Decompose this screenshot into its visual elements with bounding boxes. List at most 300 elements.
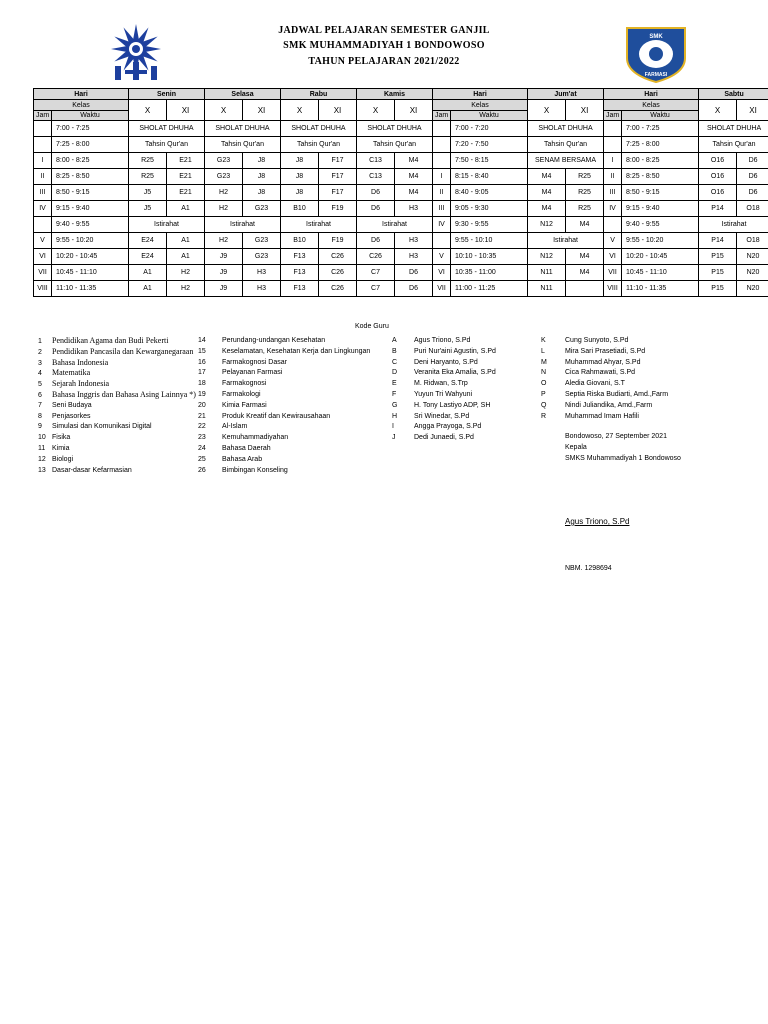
list-item <box>392 358 496 369</box>
class-cell: M4 <box>395 169 433 185</box>
list-item-label: Biologi <box>52 455 74 463</box>
activity-cell: SHOLAT DHUHA <box>699 121 768 137</box>
jam-cell <box>433 153 451 169</box>
class-cell: F19 <box>319 233 357 249</box>
list-item <box>198 455 370 466</box>
list-item-label: Matematika <box>52 368 91 378</box>
list-item-label: Sri Winedar, S.Pd <box>414 412 470 420</box>
list-item-key: 16 <box>198 358 206 366</box>
class-cell: D6 <box>357 185 395 201</box>
list-item-label: Cica Rahmawati, S.Pd <box>565 369 636 377</box>
time-cell: 9:05 - 9:30 <box>451 201 528 217</box>
jam-cell <box>34 137 52 153</box>
list-item <box>198 433 370 444</box>
list-item-label: Mira Sari Prasetiadi, S.Pd <box>565 347 646 355</box>
jam-cell: II <box>433 185 451 201</box>
waktu-header: Waktu <box>52 111 129 121</box>
jam-cell: III <box>433 201 451 217</box>
list-item <box>198 412 370 423</box>
list-item-key: A <box>392 337 397 344</box>
activity-cell: Tahsin Qur'an <box>528 137 604 153</box>
time-cell: 8:50 - 9:15 <box>52 185 129 201</box>
list-item <box>38 390 196 401</box>
kelas-header: Kelas <box>34 100 129 111</box>
list-item-key: 9 <box>38 423 42 431</box>
list-item <box>392 347 496 358</box>
class-cell: O18 <box>737 233 768 249</box>
jam-cell <box>433 233 451 249</box>
list-item <box>198 390 370 401</box>
class-cell: C26 <box>319 281 357 297</box>
list-item-key: P <box>541 390 546 398</box>
class-cell: J8 <box>281 153 319 169</box>
class-cell: F17 <box>319 169 357 185</box>
waktu-header: Waktu <box>451 111 528 121</box>
class-cell: H2 <box>205 185 243 201</box>
class-cell: C13 <box>357 153 395 169</box>
list-item <box>541 368 668 379</box>
list-item-label: Aledia Giovani, S.T <box>565 380 625 388</box>
time-cell: 8:15 - 8:40 <box>451 169 528 185</box>
list-item <box>392 412 496 423</box>
class-cell: A1 <box>167 249 205 265</box>
list-item-key: 17 <box>198 369 206 377</box>
table-row <box>34 249 768 265</box>
class-cell: D6 <box>395 265 433 281</box>
signature-nbm: NBM. 1298694 <box>565 565 612 572</box>
activity-cell: SENAM BERSAMA <box>528 153 604 169</box>
class-cell: A1 <box>129 265 167 281</box>
list-item-key: L <box>541 347 545 355</box>
day-header-row <box>34 89 768 100</box>
class-cell: D6 <box>395 281 433 297</box>
class-cell: F17 <box>319 185 357 201</box>
class-cell: N20 <box>737 265 768 281</box>
list-item-label: Simulasi dan Komunikasi Digital <box>52 423 152 431</box>
activity-cell: Tahsin Qur'an <box>699 137 768 153</box>
class-cell: R25 <box>566 201 604 217</box>
class-cell: D6 <box>737 185 768 201</box>
list-item-key: 14 <box>198 337 206 344</box>
list-item <box>198 401 370 412</box>
time-cell: 9:40 - 9:55 <box>622 217 699 233</box>
teacher-code-list-2 <box>541 336 668 422</box>
jam-cell: VIII <box>34 281 52 297</box>
jam-cell: VIII <box>604 281 622 297</box>
time-cell: 9:15 - 9:40 <box>52 201 129 217</box>
list-item-key: I <box>392 423 394 431</box>
signature-name: Agus Triono, S.Pd <box>565 517 630 526</box>
class-cell: H3 <box>395 201 433 217</box>
activity-cell: Istirahat <box>357 217 433 233</box>
table-row <box>34 121 768 137</box>
list-item-key: K <box>541 337 546 344</box>
list-item-key: G <box>392 401 398 409</box>
list-item <box>541 358 668 369</box>
list-item-key: 13 <box>38 466 46 474</box>
class-cell: P15 <box>699 249 737 265</box>
list-item <box>38 401 196 412</box>
list-item <box>541 390 668 401</box>
list-item <box>392 390 496 401</box>
activity-cell: Istirahat <box>281 217 357 233</box>
class-cell: H2 <box>205 201 243 217</box>
list-item-label: Keselamatan, Kesehatan Kerja dan Lingkungan <box>222 347 371 355</box>
class-cell: J9 <box>205 281 243 297</box>
list-item-label: Seni Budaya <box>52 401 92 409</box>
time-cell: 10:45 - 11:10 <box>622 265 699 281</box>
activity-cell: SHOLAT DHUHA <box>357 121 433 137</box>
list-item-label: Pelayanan Farmasi <box>222 369 283 377</box>
class-cell: A1 <box>167 201 205 217</box>
class-cell: F13 <box>281 265 319 281</box>
jam-cell: IV <box>433 217 451 233</box>
time-cell: 11:00 - 11:25 <box>451 281 528 297</box>
class-cell: M4 <box>528 185 566 201</box>
class-cell: H3 <box>395 249 433 265</box>
class-cell: M4 <box>566 265 604 281</box>
list-item-key: 3 <box>38 359 42 367</box>
jam-cell <box>433 121 451 137</box>
class-x-header: X <box>205 100 243 121</box>
class-cell: E24 <box>129 233 167 249</box>
list-item <box>38 422 196 433</box>
list-item-label: Pendidikan Pancasila dan Kewarganegaraan <box>52 346 194 356</box>
class-cell: C13 <box>357 169 395 185</box>
activity-cell: SHOLAT DHUHA <box>205 121 281 137</box>
list-item-key: 12 <box>38 455 46 463</box>
list-item-label: Al-Islam <box>222 423 248 431</box>
list-item-key: F <box>392 390 397 398</box>
activity-cell: Istirahat <box>205 217 281 233</box>
table-row <box>34 217 768 233</box>
jam-cell: I <box>604 153 622 169</box>
list-item-label: Muhammad Ahyar, S.Pd <box>565 358 641 366</box>
jam-cell <box>604 217 622 233</box>
list-item-key: E <box>392 380 397 388</box>
list-item <box>198 422 370 433</box>
day-header: Senin <box>129 89 205 100</box>
logo-text-top: SMK <box>649 34 663 40</box>
jam-header: Jam <box>34 111 52 121</box>
table-row <box>34 233 768 249</box>
class-cell: M4 <box>528 169 566 185</box>
class-cell: N12 <box>528 217 566 233</box>
class-cell: J8 <box>243 169 281 185</box>
class-cell: A1 <box>167 233 205 249</box>
class-xi-header: XI <box>395 100 433 121</box>
class-cell: P14 <box>699 233 737 249</box>
list-item-label: Deni Haryanto, S.Pd <box>414 358 478 366</box>
class-cell: H3 <box>395 233 433 249</box>
time-cell: 10:20 - 10:45 <box>622 249 699 265</box>
list-item <box>392 422 496 433</box>
list-item-label: Fisika <box>52 434 71 442</box>
class-cell: H2 <box>205 233 243 249</box>
list-item-label: Veranita Eka Amalia, S.Pd <box>414 369 496 377</box>
kode-guru-title: Kode Guru <box>355 323 389 330</box>
jam-cell: II <box>34 169 52 185</box>
list-item-key: 4 <box>38 370 42 378</box>
time-cell: 9:30 - 9:55 <box>451 217 528 233</box>
class-cell: C26 <box>319 265 357 281</box>
class-cell: F17 <box>319 153 357 169</box>
list-item-key: 21 <box>198 412 206 420</box>
list-item-key: B <box>392 347 397 355</box>
time-cell: 8:25 - 8:50 <box>52 169 129 185</box>
jam-header: Jam <box>433 111 451 121</box>
signature-block <box>565 433 681 465</box>
jam-cell: VI <box>34 249 52 265</box>
list-item-key: 18 <box>198 380 206 388</box>
class-x-header: X <box>528 100 566 121</box>
list-item-label: Bimbingan Konseling <box>222 466 288 474</box>
list-item-label: Kimia Farmasi <box>222 401 267 409</box>
time-cell: 9:15 - 9:40 <box>622 201 699 217</box>
class-x-header: X <box>129 100 167 121</box>
class-x-header: X <box>699 100 737 121</box>
list-item <box>392 433 496 444</box>
list-item <box>198 368 370 379</box>
class-cell: H2 <box>167 281 205 297</box>
time-cell: 7:25 - 8:00 <box>622 137 699 153</box>
time-cell: 8:00 - 8:25 <box>52 153 129 169</box>
list-item <box>392 336 496 347</box>
day-header: Jum'at <box>528 89 604 100</box>
signature-position: Kepala <box>565 443 587 451</box>
time-cell: 8:00 - 8:25 <box>622 153 699 169</box>
class-cell: C7 <box>357 281 395 297</box>
hari-header: Hari <box>34 89 129 100</box>
list-item <box>198 379 370 390</box>
class-cell: M4 <box>395 153 433 169</box>
class-cell: E21 <box>167 185 205 201</box>
jam-cell <box>604 121 622 137</box>
table-row <box>34 201 768 217</box>
activity-cell: SHOLAT DHUHA <box>129 121 205 137</box>
class-cell: O18 <box>737 201 768 217</box>
time-cell: 7:20 - 7:50 <box>451 137 528 153</box>
subject-list-1 <box>38 336 196 476</box>
class-cell: R25 <box>129 153 167 169</box>
jam-cell <box>34 217 52 233</box>
class-cell: E21 <box>167 153 205 169</box>
class-cell: N11 <box>528 265 566 281</box>
class-cell: N20 <box>737 249 768 265</box>
activity-cell: Istirahat <box>129 217 205 233</box>
list-item-label: Produk Kreatif dan Kewirausahaan <box>222 412 331 420</box>
jam-cell: V <box>34 233 52 249</box>
list-item-label: Dedi Junaedi, S.Pd <box>414 434 474 442</box>
time-cell: 7:00 - 7:25 <box>622 121 699 137</box>
class-cell: D6 <box>737 169 768 185</box>
class-cell: D6 <box>357 233 395 249</box>
schedule-title: JADWAL PELAJARAN SEMESTER GANJIL <box>278 25 490 36</box>
list-item-label: Dasar-dasar Kefarmasian <box>52 466 132 474</box>
list-item-label: Puri Nur'aini Agustin, S.Pd <box>414 347 496 355</box>
list-item-key: 22 <box>198 423 206 431</box>
table-row <box>34 281 768 297</box>
class-xi-header: XI <box>243 100 281 121</box>
time-cell: 10:45 - 11:10 <box>52 265 129 281</box>
class-x-header: X <box>357 100 395 121</box>
table-row <box>34 153 768 169</box>
jam-cell: III <box>604 185 622 201</box>
class-cell: G23 <box>243 233 281 249</box>
class-cell: J8 <box>243 185 281 201</box>
list-item-key: 6 <box>38 391 42 399</box>
time-cell: 11:10 - 11:35 <box>622 281 699 297</box>
jam-cell: VII <box>34 265 52 281</box>
time-cell: 7:25 - 8:00 <box>52 137 129 153</box>
muhammadiyah-logo-icon <box>103 22 169 84</box>
class-header-row <box>34 100 768 111</box>
jam-cell: VII <box>604 265 622 281</box>
list-item-key: N <box>541 369 547 377</box>
list-item-label: Angga Prayoga, S.Pd <box>414 423 482 431</box>
time-cell: 8:50 - 9:15 <box>622 185 699 201</box>
class-cell: J8 <box>243 153 281 169</box>
list-item-key: 26 <box>198 466 206 474</box>
day-header: Kamis <box>357 89 433 100</box>
class-cell: P15 <box>699 265 737 281</box>
class-cell: C26 <box>357 249 395 265</box>
class-xi-header: XI <box>737 100 768 121</box>
time-cell: 9:55 - 10:10 <box>451 233 528 249</box>
list-item-key: Q <box>541 401 547 409</box>
list-item <box>38 368 196 379</box>
list-item <box>541 412 668 423</box>
list-item-label: Nindi Juliandika, Amd.,Farm <box>565 401 653 409</box>
list-item <box>38 336 196 347</box>
time-cell: 7:50 - 8:15 <box>451 153 528 169</box>
class-xi-header: XI <box>167 100 205 121</box>
time-cell: 7:00 - 7:25 <box>52 121 129 137</box>
class-cell: H3 <box>243 265 281 281</box>
class-cell: B10 <box>281 201 319 217</box>
list-item <box>38 379 196 390</box>
list-item-key: 5 <box>38 381 42 389</box>
time-cell: 11:10 - 11:35 <box>52 281 129 297</box>
list-item <box>198 444 370 455</box>
list-item-label: Kimia <box>52 444 70 452</box>
jam-cell: V <box>604 233 622 249</box>
class-cell: F13 <box>281 249 319 265</box>
activity-cell: SHOLAT DHUHA <box>528 121 604 137</box>
list-item-label: Pendidikan Agama dan Budi Pekerti <box>52 336 169 345</box>
class-xi-header: XI <box>319 100 357 121</box>
class-cell: G23 <box>243 249 281 265</box>
list-item-label: Bahasa Inggris dan Bahasa Asing Lainnya *) <box>52 389 196 399</box>
day-header: Selasa <box>205 89 281 100</box>
class-cell: F13 <box>281 281 319 297</box>
class-cell: J5 <box>129 201 167 217</box>
list-item-label: Farmakognosi Dasar <box>222 358 287 366</box>
class-cell: D6 <box>357 201 395 217</box>
class-cell: O16 <box>699 169 737 185</box>
class-x-header: X <box>281 100 319 121</box>
class-cell: R25 <box>129 169 167 185</box>
class-cell: G23 <box>205 153 243 169</box>
table-row <box>34 265 768 281</box>
list-item-key: 2 <box>38 348 42 356</box>
list-item-label: Farmakognosi <box>222 380 267 388</box>
activity-cell: Istirahat <box>528 233 604 249</box>
schedule-table <box>33 88 768 297</box>
list-item <box>38 358 196 369</box>
class-cell: H3 <box>243 281 281 297</box>
table-row <box>34 169 768 185</box>
time-cell: 10:35 - 11:00 <box>451 265 528 281</box>
subject-list-2 <box>198 336 370 476</box>
time-cell: 9:55 - 10:20 <box>622 233 699 249</box>
teacher-code-list-1 <box>392 336 496 444</box>
list-item-label: Penjasorkes <box>52 412 91 420</box>
class-cell: M4 <box>566 249 604 265</box>
jam-cell: VI <box>433 265 451 281</box>
list-item-key: 7 <box>38 401 42 409</box>
class-cell: P15 <box>699 281 737 297</box>
class-cell: J5 <box>129 185 167 201</box>
signature-place-date: Bondowoso, 27 September 2021 <box>565 433 667 440</box>
day-header: Sabtu <box>699 89 768 100</box>
list-item <box>198 358 370 369</box>
list-item-key: 11 <box>38 444 46 452</box>
class-cell: C26 <box>319 249 357 265</box>
jam-header: Jam <box>604 111 622 121</box>
time-cell: 7:00 - 7:20 <box>451 121 528 137</box>
day-header: Rabu <box>281 89 357 100</box>
list-item-key: J <box>392 434 396 442</box>
class-cell: M4 <box>395 185 433 201</box>
kelas-header: Kelas <box>433 100 528 111</box>
list-item-key: 23 <box>198 434 206 442</box>
list-item-key: M <box>541 358 547 366</box>
jam-cell: IV <box>604 201 622 217</box>
time-cell: 10:20 - 10:45 <box>52 249 129 265</box>
jam-cell: IV <box>34 201 52 217</box>
time-cell: 9:55 - 10:20 <box>52 233 129 249</box>
activity-cell: SHOLAT DHUHA <box>281 121 357 137</box>
hari-header: Hari <box>433 89 528 100</box>
list-item <box>38 455 196 466</box>
list-item-key: 20 <box>198 401 206 409</box>
time-cell: 10:10 - 10:35 <box>451 249 528 265</box>
list-item-key: 15 <box>198 347 206 355</box>
jam-cell <box>34 121 52 137</box>
class-cell: R25 <box>566 169 604 185</box>
list-item-label: Sejarah Indonesia <box>52 379 110 389</box>
list-item <box>541 401 668 412</box>
class-xi-header: XI <box>566 100 604 121</box>
school-name: SMK MUHAMMADIYAH 1 BONDOWOSO <box>283 40 485 51</box>
class-cell: O16 <box>699 185 737 201</box>
list-item-label: Bahasa Arab <box>222 455 263 463</box>
class-cell: E24 <box>129 249 167 265</box>
list-item-label: Perundang-undangan Kesehatan <box>222 337 326 344</box>
class-cell <box>566 281 604 297</box>
class-cell: H2 <box>167 265 205 281</box>
logo-text-bottom: FARMASI <box>644 72 668 78</box>
class-cell: J9 <box>205 249 243 265</box>
time-cell: 9:40 - 9:55 <box>52 217 129 233</box>
list-item-key: H <box>392 412 398 420</box>
table-row <box>34 185 768 201</box>
list-item <box>38 444 196 455</box>
class-cell: B10 <box>281 233 319 249</box>
list-item-key: 24 <box>198 444 206 452</box>
jam-cell <box>433 137 451 153</box>
